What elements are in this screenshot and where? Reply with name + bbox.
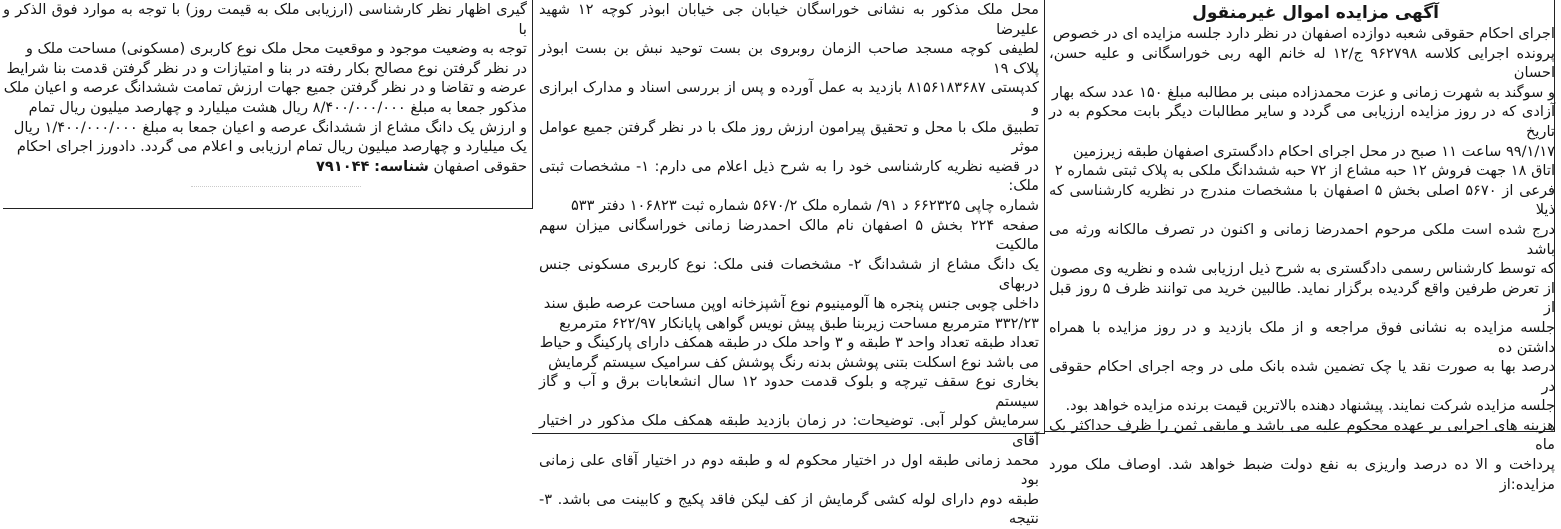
text-line: درج شده است ملکی مرحوم احمدرضا زمانی و اکنون در تصرف مالکانه ورثه می باشد [1049,220,1555,258]
text-line: لطیفی کوچه مسجد صاحب الزمان روبروی بن بست توحید نبش بن بست ابوذر پلاک ۱۹ [539,40,1039,77]
text-line: هزینه های اجرایی بر عهده محکوم علیه می باشد و مابقی ثمن را ظرف حداکثر یک ماه [1049,416,1555,454]
text-line: فرعی از ۵۶۷۰ اصلی بخش ۵ اصفهان با مشخصات مندرج در نظریه کارشناسی که ذیلا [1049,181,1555,219]
text-line: می باشد نوع اسکلت بتنی پوشش بدنه رنگ پوشش کف سرامیک سیستم گرمایش [548,353,1039,371]
signature-text: حقوقی اصفهان [433,157,527,175]
text-line: گیری اظهار نظر کارشناسی (ارزیابی ملک به قیمت روز) با توجه به موارد فوق الذکر و با [3,1,527,38]
text-line: پرونده اجرایی کلاسه ۹۶۲۷۹۸ ج/۱۲ له خانم الهه ربی خوراسگانی و علیه حسن، احسان [1049,44,1555,82]
id-value: ۷۹۱۰۴۴ [315,157,370,175]
text-line: اتاق ۱۸ جهت فروش ۱۲ حبه مشاع از ۷۲ حبه ششدانگ ملکی به پلاک ثبتی شماره ۲ [1054,162,1555,180]
text-line: یک دانگ مشاع از ششدانگ ۲- مشخصات فنی ملک: نوع کاربری مسکونی جنس دربهای [539,255,1039,293]
text-line: و ارزش یک دانگ مشاع از ششدانگ عرصه و اعیان جمعا به مبلغ ۱/۴۰۰/۰۰۰/۰۰۰ ریال [13,118,527,136]
text-line: سرمایش کولر آبی. توضیحات: در زمان بازدید طبقه همکف ملک مذکور در اختیار آقای [539,412,1039,450]
text-line: که توسط کارشناس رسمی دادگستری به شرح ذیل ارزیابی شده و نظریه وی مصون [1050,260,1555,278]
text-line: ۹۹/۱/۱۷ ساعت ۱۱ صبح در محل اجرای احکام دادگستری اصفهان طبقه زیرزمین [1072,142,1555,160]
text-line: کدپستی ۸۱۵۶۱۸۳۶۸۷ بازدید به عمل آورده و پس از بررسی اسناد و مدارک ابرازی و [539,79,1039,116]
text-line: اجرای احکام حقوقی شعبه دوازده اصفهان در نظر دارد جلسه مزایده ای در خصوص [1052,25,1555,42]
text-line: محمد زمانی طبقه اول در اختیار محکوم له و طبقه دوم در اختیار آقای علی زمانی بود [539,451,1039,489]
signature-line [3,157,527,177]
column-right-text [1049,24,1555,494]
id-label: شناسه: [374,157,429,175]
text-line: توجه به وضعیت موجود و موقعیت محل ملک نوع کاربری (مسکونی) مساحت ملک و [25,40,527,58]
text-line: از تعرض طرفین واقع گردیده برگزار نماید. طالبین خرید می توانند ظرف ۵ روز قبل از [1049,279,1555,317]
text-line: جلسه مزایده به نشانی فوق مراجعه و از ملک بازدید و در روز مزایده با همراه داشتن ده [1049,318,1555,356]
column-middle [539,0,1039,529]
text-line: پرداخت و الا ده درصد واریزی به نفع دولت ضبط خواهد شد. اوصاف ملک مورد مزایده:از [1049,456,1555,493]
column-bottom-rule-left [3,208,533,209]
text-line: در نظر گرفتن نوع مصالح بکار رفته در بنا و امتیازات و در نظر گرفتن قدمت بنا شرایط [6,59,527,77]
text-line: محل ملک مذکور به نشانی خوراسگان خیابان جی خیابان ابوذر کوچه ۱۲ شهید علیرضا [539,1,1039,38]
column-left [3,0,527,176]
notice-title: آگهی مزایده اموال غیرمنقول [1192,3,1439,23]
text-line: بخاری نوع سقف تیرچه و بلوک قدمت حدود ۱۲ سال انشعابات برق و آب و گاز سیستم [539,373,1039,410]
text-line: شماره چاپی ۶۶۲۳۲۵ د ۹۱/ شماره ملک ۵۶۷۰/۲ شماره ثبت ۱۰۶۸۲۳ دفتر ۵۳۳ [570,196,1039,214]
text-line: داخلی چوبی جنس پنجره ها آلومینیوم نوع آشپزخانه اوپن مساحت عرصه طبق سند [543,294,1039,312]
column-left-text [3,0,527,157]
text-line: یک میلیارد و چهارصد میلیون ریال تمام ارزیابی و اعلام می گردد. دادورز اجرای احکام [16,138,527,156]
text-line: صفحه ۲۲۴ بخش ۵ اصفهان نام مالک احمدرضا زمانی خوراسگانی میزان سهم مالکیت [539,216,1039,254]
text-line: آزادی که در روز مزایده ارزیابی می گردد و سایر مطالبات دیگر بابت محکوم به در تاریخ [1049,103,1555,140]
text-line: درصد بها به صورت نقد یا چک تضمین شده بانک ملی در وجه اجرای احکام حقوقی در [1049,358,1555,395]
text-line: در قضیه نظریه کارشناسی خود را به شرح ذیل اعلام می دارم: ۱- مشخصات ثبتی ملک: [539,157,1039,195]
text-line: طبقه دوم دارای لوله کشی گرمایش از کف لیکن فاقد پکیج و کابینت می باشد. ۳- نتیجه [539,490,1039,528]
text-line: مذکور جمعا به مبلغ ۸/۴۰۰/۰۰۰/۰۰۰ ریال هشت میلیارد و چهارصد میلیون ریال تمام [28,98,527,116]
column-divider-left [532,0,533,208]
text-line: تعداد طبقه تعداد واحد ۳ طبقه و ۳ واحد ملک در طبقه همکف دارای پارکینگ و حیاط [539,334,1039,352]
text-line: عرضه و تقاضا و در نظر گرفتن جمیع جهات ارزش تمامت ششدانگ عرصه و اعیان ملک [3,79,527,97]
text-line: ۳۳۲/۲۳ مترمربع مساحت زیربنا طبق پیش نویس گواهی پایانکار ۶۲۲/۹۷ مترمربع [559,314,1039,332]
column-middle-text [539,0,1039,529]
column-right [1049,0,1555,494]
text-line: و سوگند به شهرت زمانی و عزت محمدزاده مبنی بر مطالبه مبلغ ۱۵۰ عدد سکه بهار [1051,83,1555,101]
faint-mark [191,186,361,195]
column-divider-middle [1044,0,1045,433]
text-line: تطبیق ملک با محل و تحقیق پیرامون ارزش روز ملک با در نظر گرفتن جمیع عوامل موثر [539,118,1039,156]
text-line: جلسه مزایده شرکت نمایند. پیشنهاد دهنده بالاترین قیمت برنده مزایده خواهد بود. [1065,397,1555,415]
